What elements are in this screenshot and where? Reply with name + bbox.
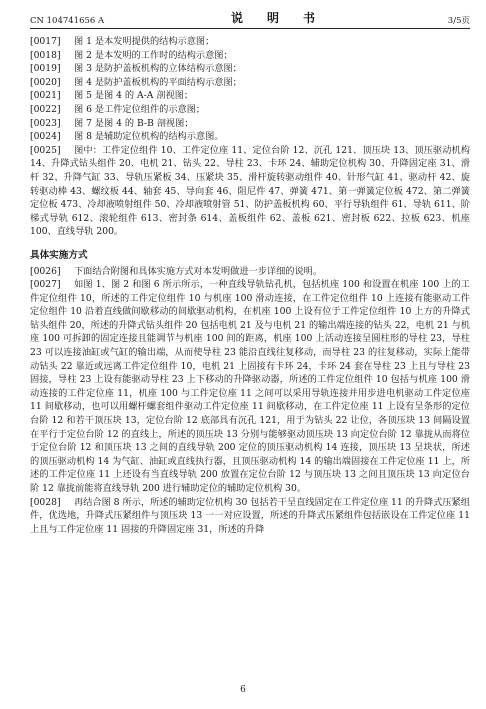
paragraph <box>30 89 470 103</box>
paragraph <box>30 103 470 117</box>
section-heading: 具体实施方式 <box>30 249 88 261</box>
page-number: 6 <box>240 685 246 695</box>
paragraph-number: [0024] <box>30 131 61 143</box>
paragraph-text: 图 6 是工件定位组件的示意图； <box>74 103 206 115</box>
paragraph-number: [0017] <box>30 36 61 47</box>
document-title: 说 明 书 <box>230 11 321 25</box>
paragraph-number: [0027] <box>30 279 61 291</box>
paragraph <box>30 35 470 49</box>
paragraph-text: 图 1 是本发明提供的结构示意图； <box>74 36 215 47</box>
figure-list <box>30 35 470 144</box>
paragraph-number: [0022] <box>30 103 61 115</box>
paragraph <box>30 49 470 63</box>
paragraph-text: 图中：工件定位组件 10、工件定位座 11、定位台阶 12、沉孔 121、顶压块 13、顶压驱动机构 14、升降式钻头组件 20、电机 21、钻头 22、导柱 23、卡环 24、辅助定位机构 30、升降固定座 31、滑杆 32、升降气缸 33、导轨压紧板 34、压紧块 35、滑杆旋转驱动组件 40、针形气缸 41、驱动杆 42、旋转驱动棒 43、螺纹板 44、轴套 45、导向套 46、阻尼件 47、弹簧 471、第一弹簧定位板 472、第二弹簧定位板 473、冷却液喷射组件 50、冷却液喷射管 51、防护盖板机构 60、平行导轨组件 61、导轨 611、阶梯式导轨 612、滚轮组件 613、密封条 614、盖板组件 62、盖板 621、密封板 622、拉板 623、机座 100、直线导轨 200。 <box>30 144 470 238</box>
reference-legend <box>30 144 470 239</box>
paragraph-text: 图 8 是辅助定位机构的结构示意图。 <box>74 131 224 143</box>
paragraph-text: 图 2 是本发明的工作时的结构示意图； <box>74 49 233 61</box>
paragraph-text: 图 7 是图 4 的 B-B 剖视图； <box>74 117 194 129</box>
document-body <box>30 35 470 536</box>
paragraph-number: [0020] <box>30 76 61 88</box>
paragraph <box>30 130 470 144</box>
paragraph <box>30 496 470 537</box>
paragraph-text: 图 5 是图 4 的 A-A 剖视图； <box>74 90 194 102</box>
page-header <box>30 8 470 29</box>
paragraph <box>30 265 470 279</box>
paragraph-text: 下面结合附图和具体实施方式对本发明做进一步详细的说明。 <box>74 265 323 277</box>
paragraph <box>30 117 470 131</box>
paragraph-text: 再结合图 8 所示，所述的辅助定位机构 30 包括若干呈直线固定在工件定位座 11 的升降式压紧组件，优选地，升降式压紧组件与顶压块 13 一一对应设置，所述的升降式压紧组件包括嵌设在工件定位座 11 上且与工件定位座 11 固接的升降固定座 31，所述的升降 <box>30 496 470 535</box>
page-indicator: 3/5页 <box>447 16 470 26</box>
paragraph-text: 如图 1、图 2 和图 6 所示所示，一种直线导轨钻孔机，包括机座 100 和设置在机座 100 上的工件定位组件 10，所述的工件定位组件 10 与机座 100 滑动连接，在工件定位组件 10 上连接有能驱动工件定位组件 10 沿着直线做间歇移动的间歇驱动机构，在机座 100 上设有位于工件定位组件 10 上方的升降式钻头组件 20，所述的升降式钻头组件 20 包括电机 21 及与电机 21 的输出端连接的钻头 22，电机 21 与机座 100 可拆卸的固定连接且能调节与机座 100 间的距离，机座 100 上活动连接呈圆柱形的导柱 23，导柱 23 可以连接油缸或气缸的输出端，从而使导柱 23 能沿直线往复移动，而导柱 23 的往复移动，实际上能带动钻头 22 靠近或远离工件定位组件 10，电机 21 上固接有卡环 24，卡环 24 套在导柱 23 上且与导柱 23 固接，导柱 23 上设有能驱动导柱 23 上下移动的升降驱动器，所述的工件定位组件 10 包括与机座 100 滑动连接的工件定位座 11，机座 100 与工件定位座 11 之间可以采用导轨连接并用步进电机驱动工件定位座 11 间歇移动，也可以用螺杆螺套组件驱动工件定位座 11 间歇移动，在工件定位座 11 上设有呈条形的定位台阶 12 和若干顶压块 13，定位台阶 12 底部具有沉孔 121，用于为钻头 22 让位，各顶压块 13 间隔设置在平行于定位台阶 12 的直线上，所述的顶压块 13 分别与能够驱动顶压块 13 向定位台阶 12 靠拢从而将位于定位台阶 12 和顶压块 13 之间的直线导轨 200 定位的顶压驱动机构 14 连接，顶压块 13 呈块状，所述的顶压驱动机构 14 为气缸、油缸或直线执行器，且顶压驱动机构 14 的输出端固接在工件定位座 11 上，所述的工件定位座 11 上还设有当直线导轨 200 放置在定位台阶 12 与顶压块 13 之间且顶压块 13 向定位台阶 12 靠拢前能将直线导轨 200 进行辅助定位的辅助定位机构 30。 <box>30 279 470 494</box>
paragraph-number: [0019] <box>30 63 61 75</box>
paragraph-number: [0026] <box>30 265 61 277</box>
paragraph <box>30 62 470 76</box>
paragraph <box>30 278 470 496</box>
paragraph <box>30 76 470 90</box>
paragraph-text: 图 4 是防护盖板机构的平面结构示意图； <box>74 76 242 88</box>
paragraph-number: [0028] <box>30 496 61 508</box>
paragraph-number: [0023] <box>30 117 61 129</box>
paragraph-number: [0018] <box>30 49 61 61</box>
paragraph-text: 图 3 是防护盖板机构的立体结构示意图； <box>74 63 242 75</box>
paragraph-number: [0021] <box>30 90 61 102</box>
publication-number: CN 104741656 A <box>30 16 105 26</box>
paragraph-number: [0025] <box>30 144 61 156</box>
